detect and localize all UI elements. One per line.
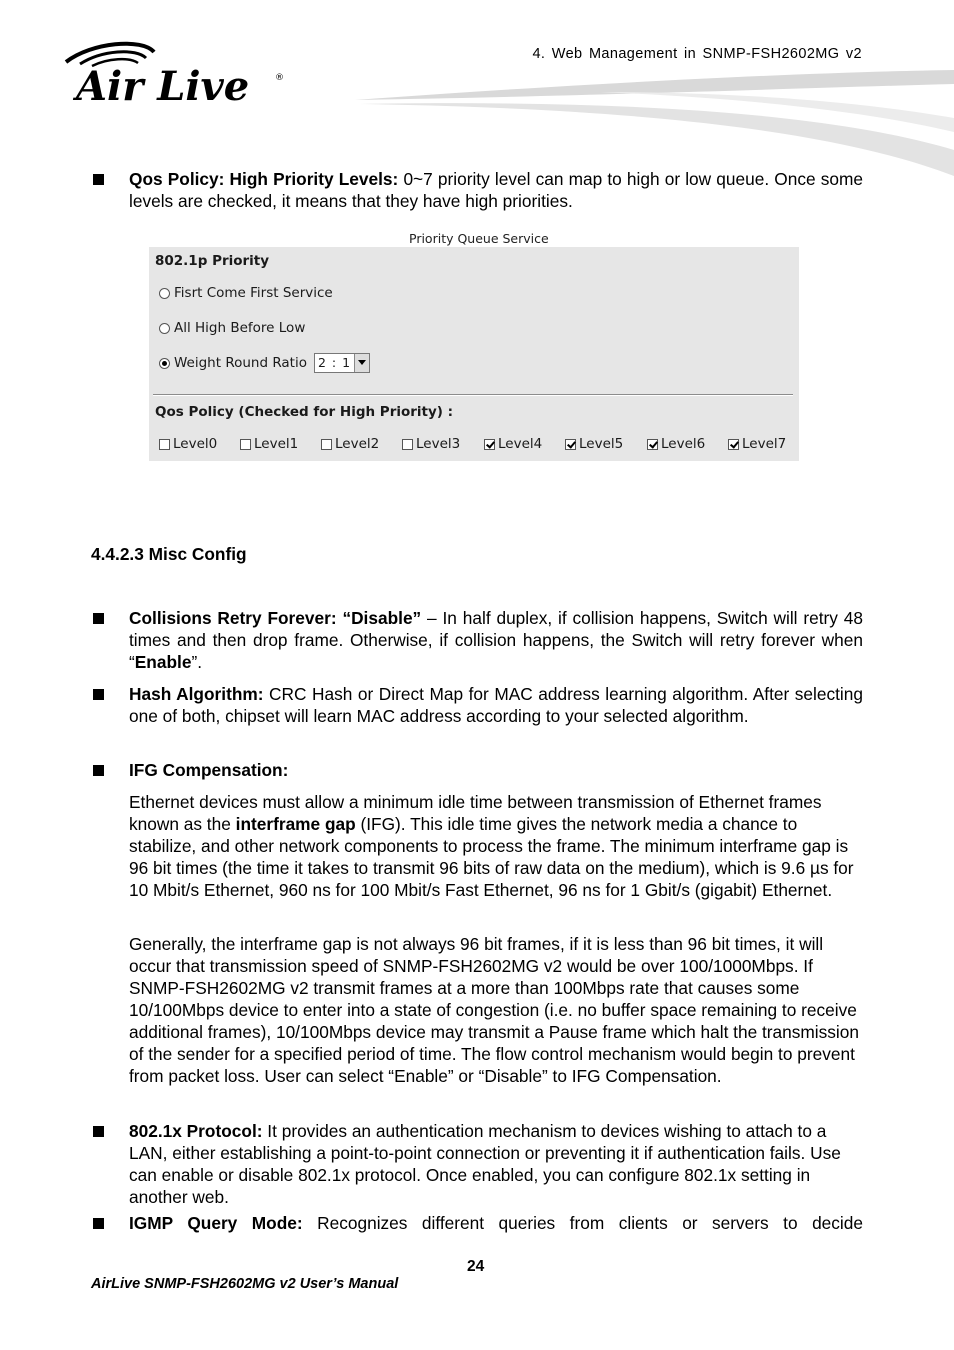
qos-policy-label: Qos Policy: High Priority Levels:: [129, 169, 399, 189]
level-2[interactable]: [321, 436, 379, 452]
checkbox-level-3[interactable]: [402, 439, 413, 450]
bullet-marker: [93, 613, 104, 624]
chevron-down-icon[interactable]: [354, 354, 369, 372]
level-4[interactable]: [484, 436, 542, 452]
level-label: Level5: [579, 436, 624, 452]
level-label: Level0: [173, 436, 218, 452]
ratio-value: 2 : 1: [318, 355, 352, 370]
section-heading: 4.4.2.3 Misc Config: [91, 544, 247, 564]
logo-text: Air Live: [76, 63, 250, 110]
level-6[interactable]: [647, 436, 705, 452]
level-label: Level7: [742, 436, 787, 452]
level-label: Level4: [498, 436, 543, 452]
bullet-marker: [93, 1218, 104, 1229]
ifg-paragraph-1: [129, 791, 863, 901]
checkbox-level-7[interactable]: [728, 439, 739, 450]
level-0[interactable]: [159, 436, 217, 452]
ifg-paragraph-2: [129, 933, 863, 1087]
bullet-marker: [93, 689, 104, 700]
bullet-marker: [93, 1126, 104, 1137]
option-label: Fisrt Come First Service: [174, 285, 333, 301]
radio-first-come[interactable]: [159, 288, 170, 299]
panel-divider: [153, 394, 793, 396]
ifg-p1-start: Ethernet devices must allow a minimum idle time between transmission of Ethernet frames known as the: [129, 792, 822, 834]
collisions-paragraph: [129, 607, 863, 673]
page-number: 24: [467, 1258, 485, 1275]
level-label: Level1: [254, 436, 299, 452]
bullet-marker: [93, 765, 104, 776]
priority-queue-panel: [149, 247, 799, 461]
chapter-heading: 4. Web Management in SNMP-FSH2602MG v2: [532, 46, 862, 62]
collisions-label: Collisions Retry Forever: “Disable”: [129, 608, 422, 628]
checkbox-level-2[interactable]: [321, 439, 332, 450]
level-1[interactable]: [240, 436, 298, 452]
option-first-come[interactable]: [159, 285, 333, 301]
option-weight-round[interactable]: [159, 353, 370, 373]
qos-policy-text: 0~7 priority level can map to high or low queue. Once some levels are checked, it means that they have high priorities.: [129, 169, 863, 211]
level-label: Level2: [335, 436, 380, 452]
option-all-high[interactable]: [159, 320, 305, 336]
priority-heading: 802.1p Priority: [155, 253, 270, 269]
svg-text:®: ®: [275, 73, 284, 83]
ifg-label: IFG Compensation:: [129, 760, 289, 780]
igmp-paragraph: [129, 1212, 863, 1234]
igmp-text: Recognizes different queries from clients or servers to decide: [302, 1213, 863, 1233]
dot1x-label: 802.1x Protocol:: [129, 1121, 263, 1141]
ifg-p1-term: interframe gap: [235, 814, 356, 834]
ifg-p2-text: Generally, the interframe gap is not always 96 bit frames, if it is less than 96 bit times, it will occur that transmission speed of SNMP-FSH2602MG v2 would be over 100/1000Mbps. If SNMP-FSH2602MG v2 transmit frames at a more than 100Mbps rate that causes some 10/100Mbps device to enter into a state of congestion (i.e. no buffer space remaining to receive additional frames), 10/100Mbps device may transmit a Pause frame which halt the transmission of the sender for a specified period of time. The flow control mechanism would begin to prevent from packet loss. User can select “Enable” or “Disable” to IFG Compensation.: [129, 934, 859, 1086]
option-label: All High Before Low: [174, 320, 306, 336]
checkbox-level-4[interactable]: [484, 439, 495, 450]
checkbox-level-0[interactable]: [159, 439, 170, 450]
level-3[interactable]: [402, 436, 460, 452]
option-label: Weight Round Ratio: [174, 355, 307, 371]
footer-manual-title: AirLive SNMP-FSH2602MG v2 User’s Manual: [91, 1276, 399, 1292]
checkbox-level-5[interactable]: [565, 439, 576, 450]
ifg-heading: [129, 759, 863, 781]
checkbox-level-6[interactable]: [647, 439, 658, 450]
airlive-logo: [62, 40, 292, 110]
collisions-enable: Enable: [134, 652, 192, 672]
ifg-p1-end: (IFG). This idle time gives the network media a chance to stabilize, and other network components to process the frame. The minimum interframe gap is 96 bit times (the time it takes to transmit 96 bits of raw data on the medium), which is 9.6 µs for 10 Mbit/s Ethernet, 960 ns for 100 Mbit/s Fast Ethernet, 96 ns for 1 Gbit/s (gigabit) Ethernet.: [129, 814, 854, 900]
igmp-label: IGMP Query Mode:: [129, 1213, 303, 1233]
panel-title: Priority Queue Service: [409, 231, 549, 246]
qos-policy-heading: Qos Policy (Checked for High Priority) :: [155, 404, 454, 420]
dot1x-text: It provides an authentication mechanism to devices wishing to attach to a LAN, either establishing a point-to-point connection or preventing it if authentication fails. Use can enable or disable 802.1x protocol. Once enabled, you can configure 802.1x setting in another web.: [129, 1121, 841, 1207]
level-7[interactable]: [728, 436, 786, 452]
hash-text: CRC Hash or Direct Map for MAC address learning algorithm. After selecting one of both, chipset will learn MAC address according to your selected algorithm.: [129, 684, 863, 726]
hash-label: Hash Algorithm:: [129, 684, 264, 704]
bullet-marker: [93, 174, 104, 185]
collisions-end: ”.: [191, 652, 202, 672]
dot1x-paragraph: [129, 1120, 863, 1208]
ratio-select[interactable]: [314, 353, 370, 373]
qos-policy-paragraph: [129, 168, 863, 212]
level-label: Level3: [416, 436, 461, 452]
radio-weight-round[interactable]: [159, 358, 170, 369]
level-5[interactable]: [565, 436, 623, 452]
hash-paragraph: [129, 683, 863, 727]
collisions-text: – In half duplex, if collision happens, Switch will retry 48 times and then drop frame. Otherwise, if collision happens, the Switch will retry forever when “: [129, 608, 863, 672]
level-label: Level6: [661, 436, 706, 452]
checkbox-level-1[interactable]: [240, 439, 251, 450]
radio-all-high[interactable]: [159, 323, 170, 334]
